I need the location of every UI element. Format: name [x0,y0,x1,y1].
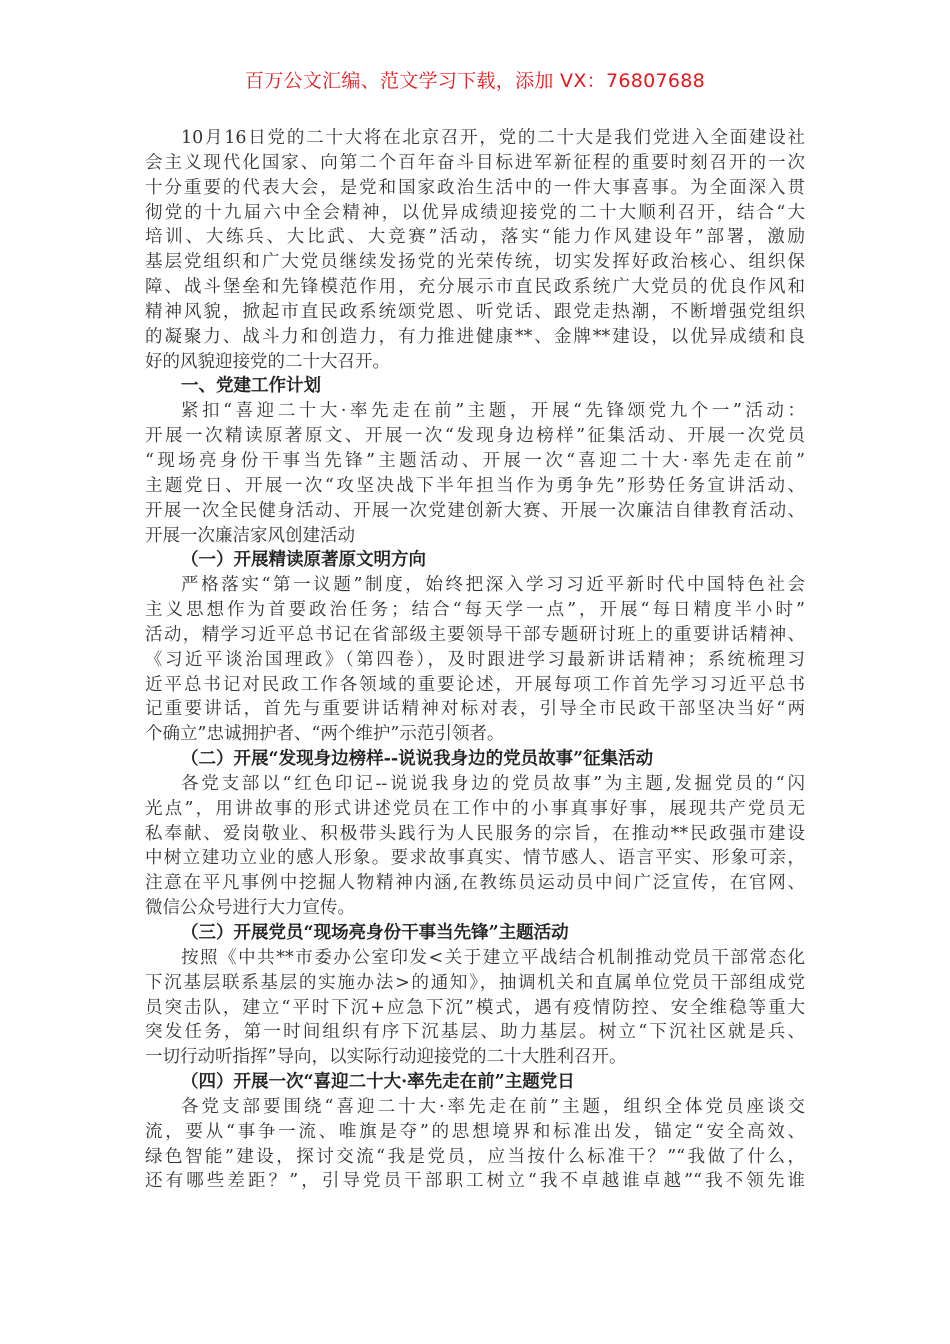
section-heading [145,548,805,573]
paragraph-line: 注意在平凡事例中挖掘人物精神内涵,在教练员运动员中间广泛宣传，在官网、 [145,873,805,894]
document-body [145,126,805,1194]
paragraph-line: 彻党的十九届六中全会精神，以优异成绩迎接党的二十大顺利召开，结合“大 [145,202,805,223]
paragraph-line: 开展一次全民健身活动、开展一次党建创新大赛、开展一次廉洁自律教育活动、 [145,500,805,521]
paragraph-line: 还有哪些差距？”，引导党员干部职工树立“我不卓越谁卓越”“我不领先谁 [145,1171,805,1192]
section-heading [145,921,805,946]
paragraph-line: 开展一次精读原著原文、开展一次“发现身边榜样”征集活动、开展一次党员 [145,426,805,447]
paragraph-line: 的凝聚力、战斗力和创造力，有力推进健康**、金牌**建设，以优异成绩和良 [145,326,805,347]
paragraph [145,1095,805,1194]
paragraph [145,946,805,1070]
heading-text: （二）开展“发现身边榜样--说说我身边的党员故事”征集活动 [181,749,654,770]
paragraph-line: 个确立”忠诚拥护者、“两个维护”示范引领者。 [145,724,505,745]
paragraph-line: 主义思想作为首要政治任务；结合“每天学一点”，开展“每日精度半小时” [145,600,805,621]
paragraph-line: 各党支部要围绕“喜迎二十大·率先走在前”主题，组织全体党员座谈交 [181,1096,805,1117]
paragraph [145,126,805,374]
paragraph-line: 开展一次廉洁家风创建活动 [145,525,355,546]
paragraph-line: 按照《中共**市委办公室印发<关于建立平战结合机制推动党员干部常态化 [181,947,805,968]
paragraph-line: 员突击队，建立“平时下沉+应急下沉”模式，遇有疫情防控、安全维稳等重大 [145,997,805,1018]
paragraph-line: 严格落实“第一议题”制度，始终把深入学习习近平新时代中国特色社会 [181,575,805,596]
paragraph-line: 流，要从“事争一流、唯旗是夺”的思想境界和标准出发，锚定“安全高效、 [145,1121,805,1142]
paragraph-line: 私奉献、爱岗敬业、积极带头践行为人民服务的宗旨，在推动**民政强市建设 [145,823,805,844]
heading-text: （四）开展一次“喜迎二十大·率先走在前”主题党日 [181,1072,575,1093]
paragraph [145,399,805,548]
heading-text: （三）开展党员“现场亮身份干事当先锋”主题活动 [181,923,569,943]
paragraph-line: 中树立建功立业的感人形象。要求故事真实、情节感人、语言平实、形象可亲， [145,848,805,869]
heading-text: （一）开展精读原著原文明方向 [181,550,426,571]
paragraph-line: “现场亮身份干事当先锋”主题活动、开展一次“喜迎二十大·率先走在前” [145,450,805,471]
paragraph-line: 紧扣“喜迎二十大·率先走在前”主题，开展“先锋颂党九个一”活动： [181,401,805,422]
paragraph-line: 《习近平谈治国理政》（第四卷），及时跟进学习最新讲话精神；系统梳理习 [145,649,805,670]
paragraph-line: 记重要讲话，首先与重要讲话精神对标对表，引导全市民政干部坚决当好“两 [145,699,805,720]
paragraph-line: 好的风貌迎接党的二十大召开。 [145,351,390,372]
paragraph-line: 主题党日、开展一次“攻坚决战下半年担当作为勇争先”形势任务宣讲活动、 [145,475,805,496]
paragraph [145,573,805,747]
paragraph-line: 精神风貌，掀起市直民政系统颂党恩、听党话、跟党走热潮，不断增强党组织 [145,301,805,322]
paragraph-line: 近平总书记对民政工作各领域的重要论述，开展每项工作首先学习习近平总书 [145,674,805,695]
paragraph-line: 障、战斗堡垒和先锋模范作用，充分展示市直民政系统广大党员的优良作风和 [145,277,805,298]
watermark-banner: 百万公文汇编、范文学习下载，添加 VX：76807688 [244,70,706,92]
paragraph-line: 光点”，用讲故事的形式讲述党员在工作中的小事真事好事，展现共产党员无 [145,798,805,819]
paragraph-line: 培训、大练兵、大比武、大竞赛”活动，落实“能力作风建设年”部署，激励 [145,227,805,248]
paragraph-line: 微信公众号进行大力宣传。 [145,898,355,919]
section-heading [145,374,805,399]
paragraph-line: 活动，精学习近平总书记在省部级主要领导干部专题研讨班上的重要讲话精神、 [145,624,805,645]
paragraph-line: 一切行动听指挥”导向，以实际行动迎接党的二十大胜利召开。 [145,1047,627,1068]
paragraph-line: 突发任务，第一时间组织有序下沉基层、助力基层。树立“下沉社区就是兵、 [145,1022,805,1043]
paragraph-line: 各党支部以“红色印记--说说我身边的党员故事”为主题,发掘党员的“闪 [181,773,805,794]
section-heading [145,747,805,772]
heading-text: 一、党建工作计划 [181,376,321,397]
paragraph-line: 下沉基层联系基层的实施办法>的通知》，抽调机关和直属单位党员干部组成党 [145,972,805,993]
paragraph-line: 会主义现代化国家、向第二个百年奋斗目标进军新征程的重要时刻召开的一次 [145,152,805,173]
paragraph-line: 10月16日党的二十大将在北京召开，党的二十大是我们党进入全面建设社 [181,128,805,148]
paragraph-line: 基层党组织和广大党员继续发扬党的光荣传统，切实发挥好政治核心、组织保 [145,252,805,273]
paragraph [145,772,805,921]
paragraph-line: 十分重要的代表大会，是党和国家政治生活中的一件大事喜事。为全面深入贯 [145,177,805,198]
paragraph-line: 绿色智能”建设，探讨交流“我是党员，应当按什么标准干？”“我做了什么， [145,1146,805,1167]
section-heading [145,1070,805,1095]
